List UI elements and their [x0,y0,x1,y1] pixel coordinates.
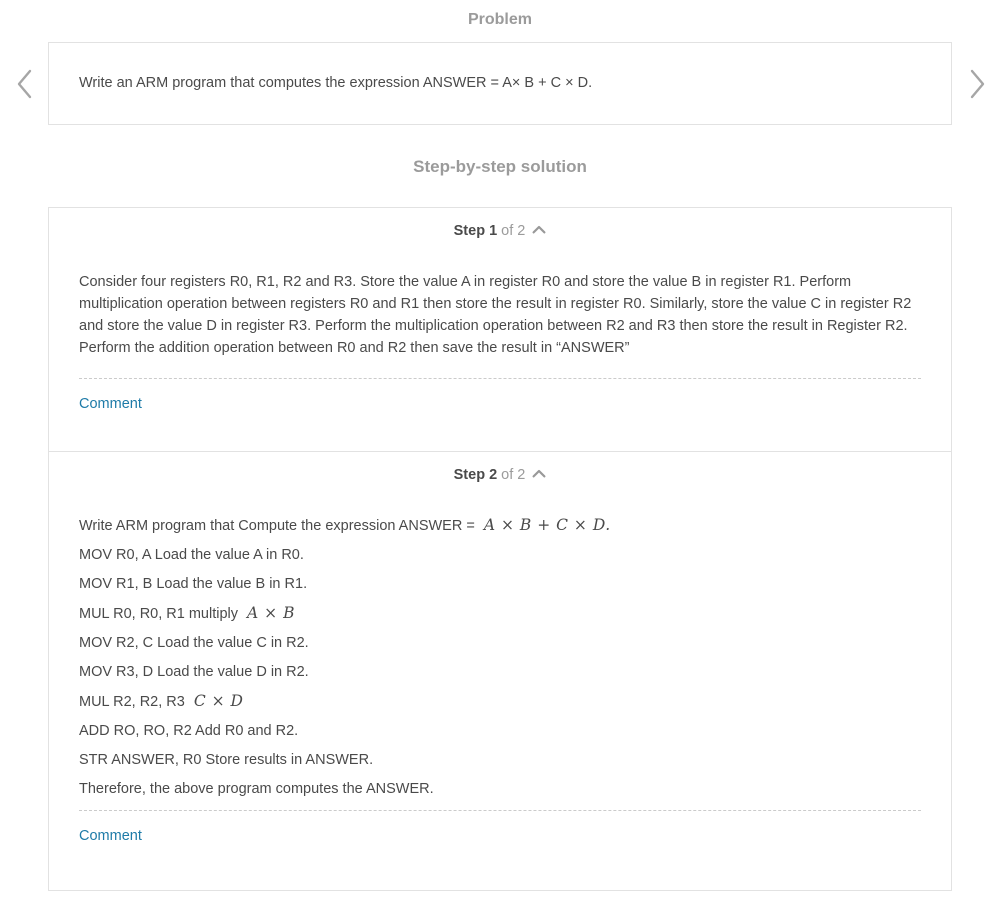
previous-problem-button[interactable] [14,68,36,100]
solution-line [79,752,921,768]
solution-line [79,723,921,739]
chevron-up-icon [532,466,546,481]
line-text: MOV R1, B Load the value B in R1. [79,576,308,592]
problem-heading: Problem [467,11,532,28]
solution-line [79,781,921,797]
step-2-lines [79,517,921,797]
step-2-comment-row [79,811,921,845]
line-text: MOV R3, D Load the value D in R2. [79,664,309,680]
solution-line [79,605,921,622]
solution-line [79,517,921,534]
step-1-collapse-button[interactable] [525,225,546,234]
line-text: Therefore, the above program computes the ANSWER. [79,781,434,797]
solution-line [79,693,921,710]
solution-line [79,635,921,651]
step-2-label: Step 2 [453,467,498,483]
solution-heading: Step-by-step solution [413,157,587,176]
math-expression: A × B [247,604,295,622]
line-text: STR ANSWER, R0 Store results in ANSWER. [79,752,374,768]
step-1-count: of 2 [501,223,526,239]
chevron-right-icon [966,88,988,103]
math-expression: A × B + C × D. [483,516,611,534]
chevron-left-icon [14,88,36,103]
solution-line [79,547,921,563]
next-problem-button[interactable] [966,68,988,100]
line-text: Write ARM program that Compute the expression ANSWER = [79,518,479,534]
step-1-comment-row [79,379,921,413]
step-1-label: Step 1 [453,223,498,239]
problem-card [48,42,952,125]
line-text: MOV R0, A Load the value A in R0. [79,547,304,563]
line-text: ADD RO, RO, R2 Add R0 and R2. [79,723,299,739]
step-2-comment-link[interactable]: Comment [79,828,142,844]
step-1-card [48,207,952,452]
line-text: MOV R2, C Load the value C in R2. [79,635,309,651]
problem-text: Write an ARM program that computes the expression ANSWER = A× B + C × D. [79,75,593,91]
step-2-collapse-button[interactable] [525,469,546,478]
step-2-count: of 2 [501,467,526,483]
steps-container [48,207,952,891]
problem-carousel [48,42,952,125]
line-text: MUL R0, R0, R1 multiply [79,606,243,622]
line-text: MUL R2, R2, R3 [79,694,189,710]
step-1-header [79,208,921,240]
step-1-paragraph: Consider four registers R0, R1, R2 and R3. Store the value A in register R0 and store the value B in register R1. Perform multiplication operation between registers R0 and R1 then store the result in register R0. Similarly, store the value C in register R2 and store the value D in register R3. Perform the multiplication operation between R2 and R3 then store the result in Register R2. Perform the addition operation between R0 and R2 then save the result in “ANSWER” [79,274,912,356]
solution-line [79,576,921,592]
solution-line [79,664,921,680]
chevron-up-icon [532,222,546,237]
step-1-comment-link[interactable]: Comment [79,396,142,412]
step-2-card [48,451,952,891]
math-expression: C × D [193,692,244,710]
step-2-header [79,452,921,484]
